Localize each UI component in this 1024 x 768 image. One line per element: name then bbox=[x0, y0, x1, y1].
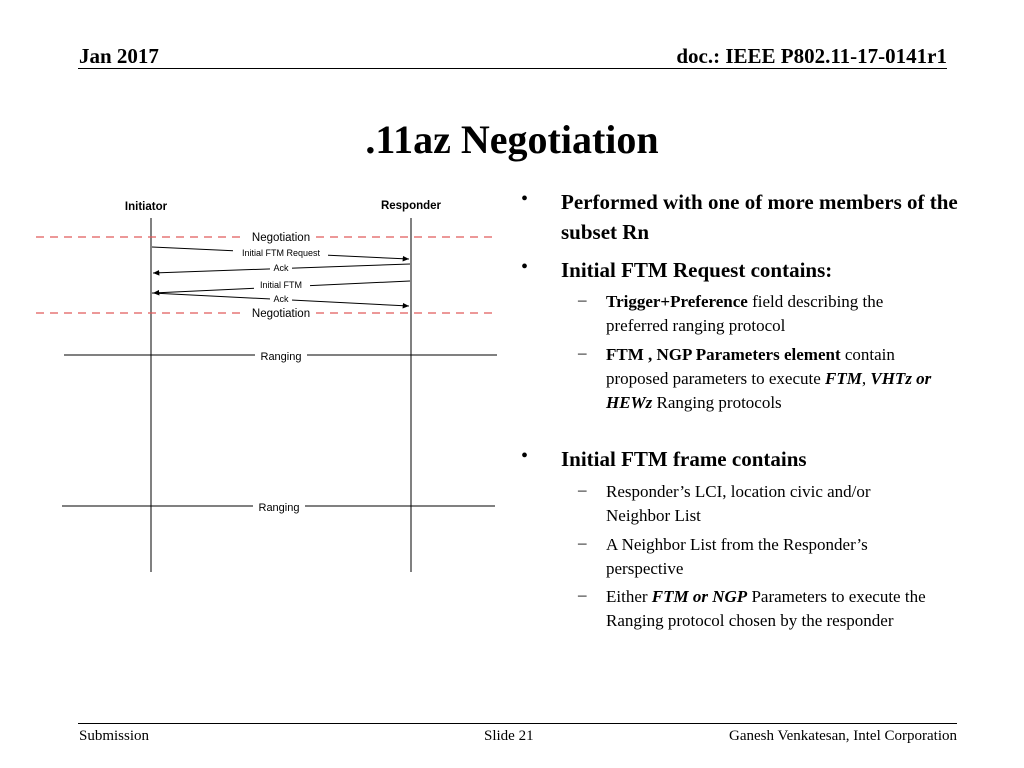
ranging-label-1: Ranging bbox=[260, 351, 302, 363]
initial-ftm-label: Initial FTM bbox=[259, 280, 303, 290]
responder-label: Responder bbox=[380, 200, 442, 212]
sub-bullet-either-params: Either FTM or NGP Parameters to execute the Ranging protocol chosen by the responder bbox=[606, 587, 926, 630]
ack-label-2: Ack bbox=[273, 294, 289, 304]
footer-author: Ganesh Venkatesan, Intel Corporation bbox=[729, 728, 957, 744]
bullet-dot: • bbox=[521, 445, 529, 467]
bullet-ftm-request: Initial FTM Request contains: bbox=[561, 258, 833, 282]
sub-bullet-dash: – bbox=[578, 480, 587, 499]
footer-rule bbox=[78, 723, 957, 724]
initial-ftm-request-label: Initial FTM Request bbox=[241, 248, 321, 258]
header-date: Jan 2017 bbox=[79, 44, 159, 68]
sub-bullet-neighbor-list: A Neighbor List from the Responder’s perspective bbox=[606, 535, 868, 578]
header-doc-id: doc.: IEEE P802.11-17-0141r1 bbox=[676, 44, 947, 68]
bullet-dot: • bbox=[521, 256, 529, 278]
negotiation-bottom-label: Negotiation bbox=[251, 308, 311, 320]
ack-label-1: Ack bbox=[273, 263, 289, 273]
footer-submission: Submission bbox=[79, 728, 150, 744]
sub-bullet-trigger-preference: Trigger+Preference field describing the preferred ranging protocol bbox=[606, 292, 884, 335]
footer-slide-number: Slide 21 bbox=[484, 728, 534, 744]
sub-bullet-lci: Responder’s LCI, location civic and/or Neighbor List bbox=[606, 482, 871, 525]
bullet-ftm-frame: Initial FTM frame contains bbox=[561, 447, 807, 471]
bullet-dot: • bbox=[521, 188, 529, 210]
sub-bullet-dash: – bbox=[578, 290, 587, 309]
sequence-diagram bbox=[0, 0, 520, 600]
sub-bullet-dash: – bbox=[578, 343, 587, 362]
initiator-label: Initiator bbox=[124, 201, 168, 213]
slide-title: .11az Negotiation bbox=[365, 117, 659, 162]
sub-bullet-dash: – bbox=[578, 533, 587, 552]
negotiation-top-label: Negotiation bbox=[251, 232, 311, 244]
sub-bullet-dash: – bbox=[578, 585, 587, 604]
ranging-label-2: Ranging bbox=[258, 502, 300, 514]
sub-bullet-ftm-ngp-params: FTM , NGP Parameters element contain proposed parameters to execute FTM, VHTz or HEWz Ranging protocols bbox=[606, 345, 932, 412]
bullet-performed: Performed with one of more members of the subset Rn bbox=[561, 190, 958, 244]
